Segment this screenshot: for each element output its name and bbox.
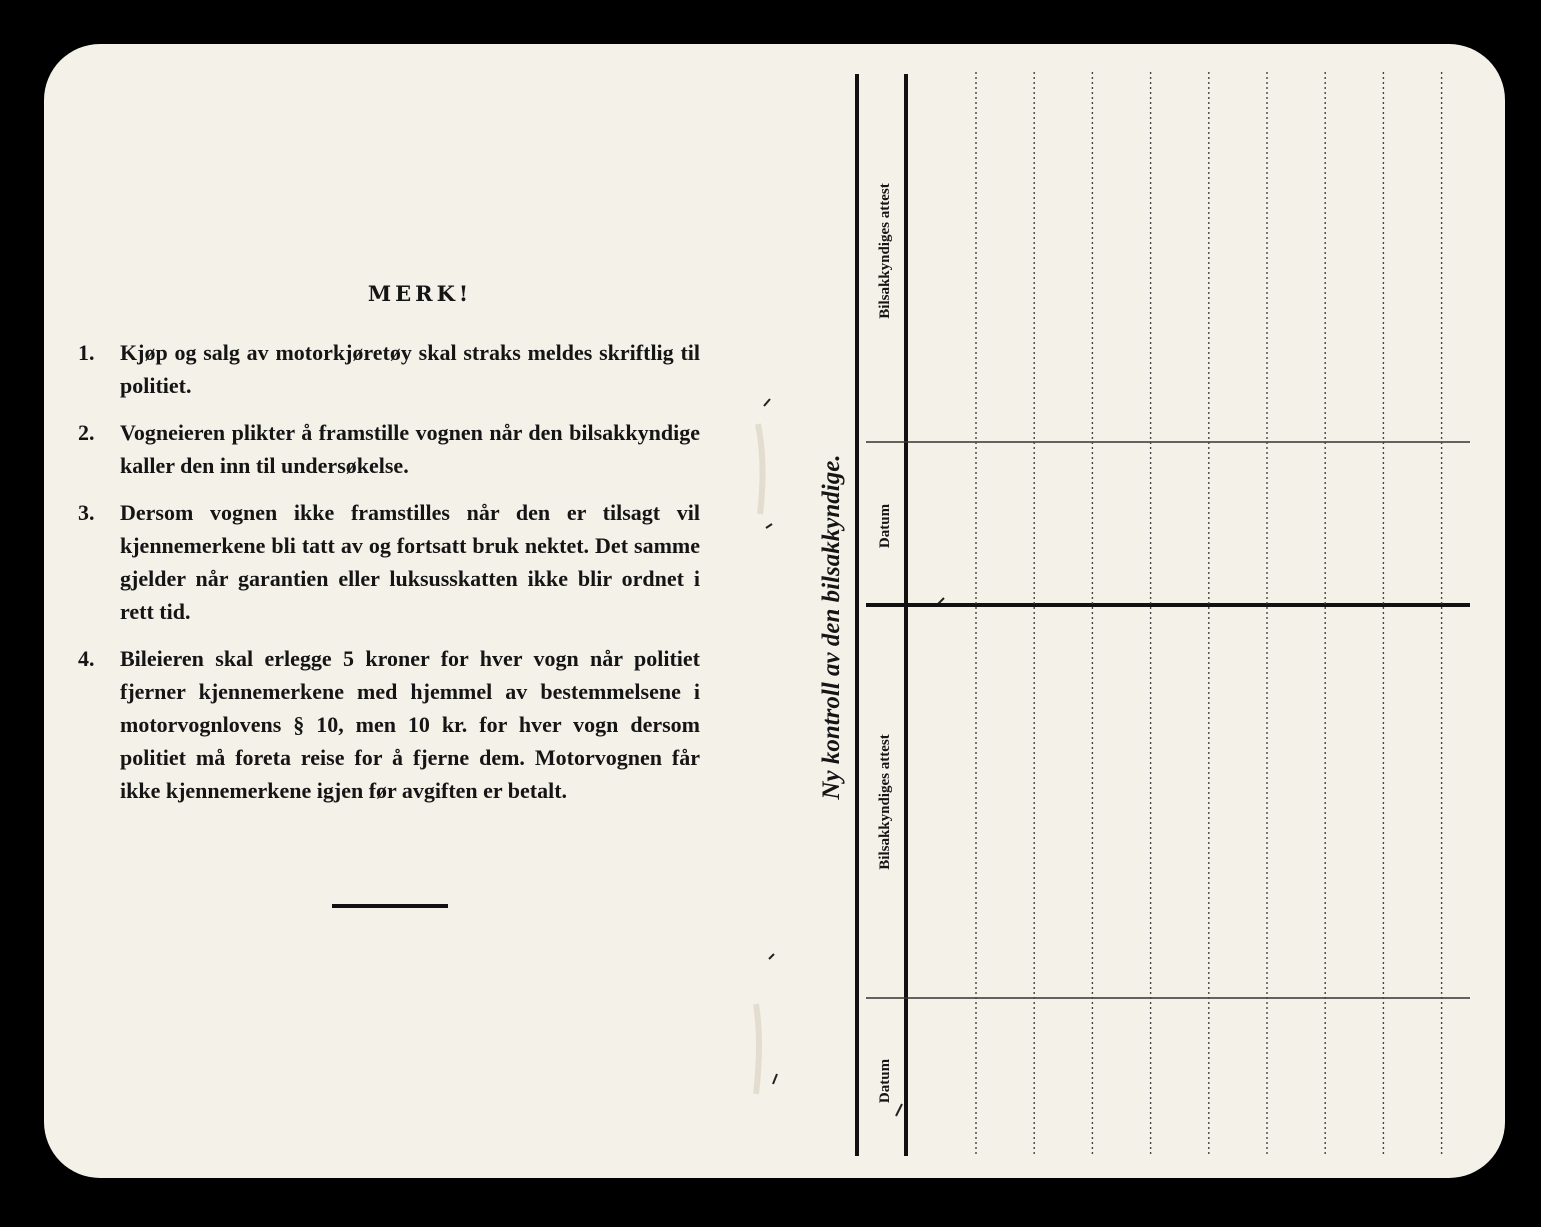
inspection-card	[44, 44, 1505, 1178]
rule-number: 2.	[78, 420, 95, 445]
date-label: Datum	[877, 1058, 893, 1104]
rule-number: 4.	[78, 646, 95, 671]
rule-text: Dersom vognen ikke framstilles når den er tilsagt vil kjennemerkene bli tatt av og fortsatt bruk nektet. Det samme gjelder når garantien eller luksusskatten ikke blir ordnet i rett tid.	[120, 500, 700, 624]
rule-number: 3.	[78, 500, 95, 525]
rule-text: Kjøp og salg av motorkjøretøy skal straks meldes skriftlig til politiet.	[120, 340, 700, 398]
rule-number: 1.	[78, 340, 95, 365]
rule-text: Vogneieren plikter å framstille vognen når den bilsakkyndige kaller den inn til undersøkelse.	[120, 420, 700, 478]
date-label: Datum	[877, 503, 893, 549]
page-title: MERK!	[367, 281, 473, 306]
attest-label: Bilsakkyndiges attest	[877, 183, 893, 319]
dotted-column-lines	[976, 72, 1442, 1156]
side-title: Ny kontroll av den bilsakkyndige.	[818, 454, 845, 800]
attest-label: Bilsakkyndiges attest	[877, 734, 893, 870]
rule-text: Bileieren skal erlegge 5 kroner for hver vogn når politiet fjerner kjennemerkene med hjemmel av bestemmelsene i motorvognlovens § 10, men 10 kr. for hver vogn dersom politiet må foreta reise for å fjerne dem. Motorvognen får ikke kjennemerkene igjen før avgiften er betalt.	[120, 646, 700, 803]
entry-grid	[44, 44, 1505, 1178]
